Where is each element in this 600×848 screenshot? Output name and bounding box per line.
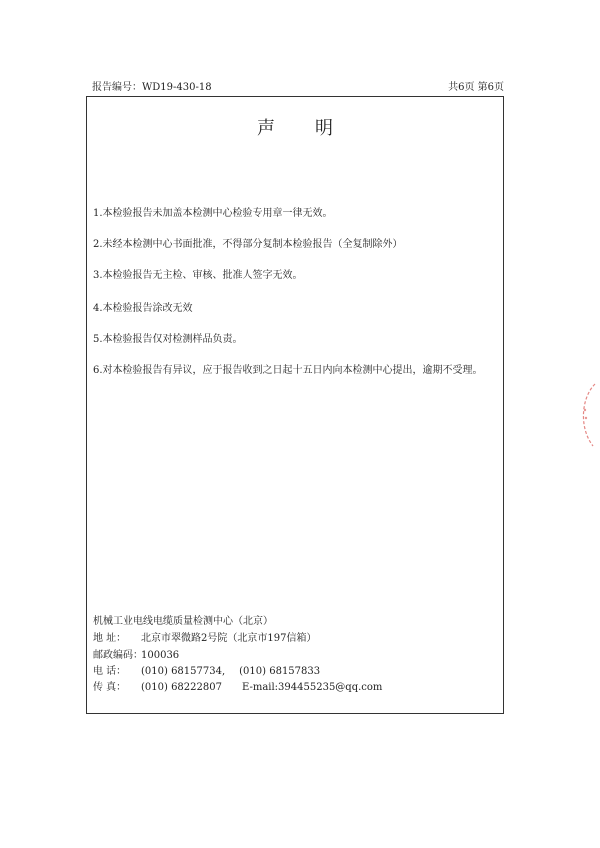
- statement-2: 2.未经本检测中心书面批准，不得部分复制本检验报告（全复制除外）: [93, 239, 403, 250]
- postcode-value: 100036: [141, 650, 180, 661]
- phone-value-2: (010) 68157833: [239, 666, 321, 677]
- statement-5: 5.本检验报告仅对检测样品负责。: [93, 334, 243, 345]
- phone-label: 电 话：: [93, 666, 127, 677]
- phone-line: [93, 665, 320, 679]
- org-name: 机械工业电线电缆质量检测中心（北京）: [93, 616, 273, 627]
- address-line: [93, 632, 316, 646]
- address-label: 地 址：: [93, 633, 127, 644]
- postcode-line: [93, 649, 179, 663]
- declaration-frame: [86, 96, 504, 714]
- postcode-label: 邮政编码：: [93, 650, 143, 661]
- statement-3: 3.本检验报告无主检、审核、批准人签字无效。: [93, 270, 303, 281]
- fax-value: (010) 68222807: [141, 682, 222, 693]
- email-value: E-mail:394455235@qq.com: [241, 682, 383, 693]
- statement-6: 6.对本检验报告有异议，应于报告收到之日起十五日内向本检测中心提出，逾期不受理。: [93, 365, 483, 376]
- page-title: 声明: [257, 118, 373, 139]
- statement-4: 4.本检验报告涂改无效: [93, 303, 193, 314]
- fax-label: 传 真：: [93, 682, 127, 693]
- fax-line: [93, 681, 382, 695]
- page-counter: 共6页 第6页: [448, 82, 504, 93]
- phone-value-1: (010) 68157734,: [141, 666, 226, 677]
- report-header: [92, 80, 504, 96]
- address-value: 北京市翠微路2号院（北京市197信箱）: [141, 633, 317, 644]
- seal-arc: [583, 384, 595, 446]
- seal-stamp-edge: [571, 380, 599, 450]
- statement-1: 1.本检验报告未加盖本检测中心检验专用章一律无效。: [93, 208, 333, 219]
- report-number: 报告编号：WD19-430-18: [92, 82, 212, 93]
